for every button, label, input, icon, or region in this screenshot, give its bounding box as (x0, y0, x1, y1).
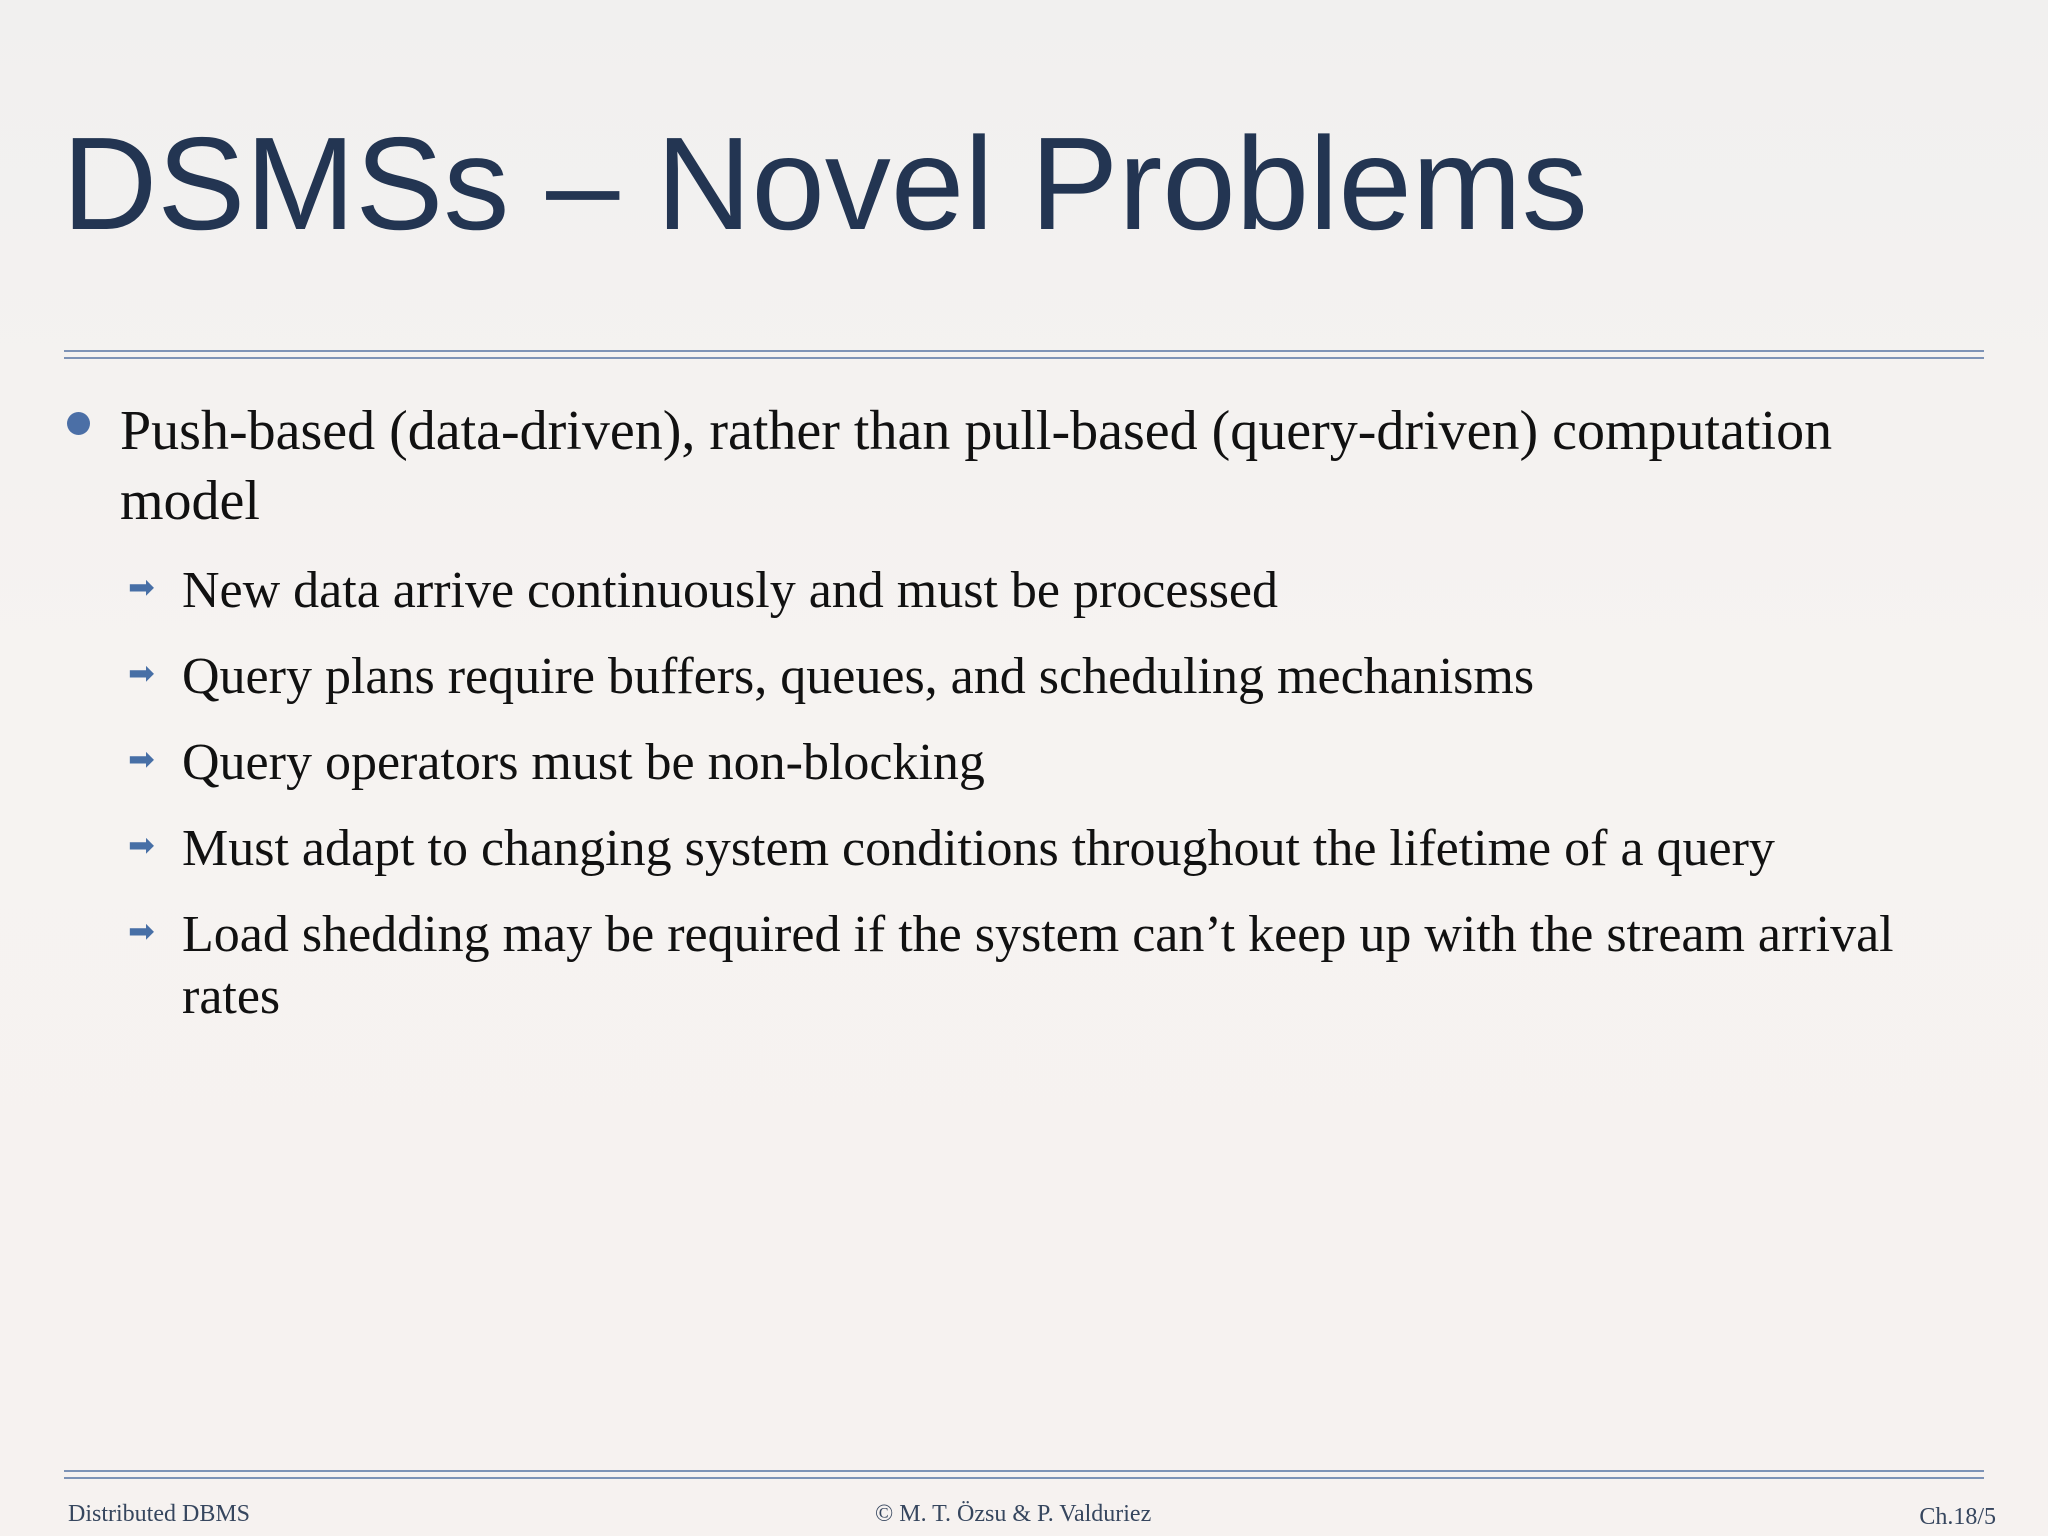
top-divider-line-upper (64, 350, 1984, 352)
sub-bullet-text: Query operators must be non-blocking (182, 734, 985, 791)
footer-slide-number: Ch.18/5 (1919, 1504, 1996, 1530)
arrow-right-icon: ➡ (128, 826, 155, 864)
bottom-divider-line-upper (64, 1470, 1984, 1472)
bullet-dot-icon (67, 412, 90, 435)
arrow-right-icon: ➡ (128, 568, 155, 606)
main-bullet-text: Push-based (data-driven), rather than pull-based (query-driven) computation model (120, 400, 1833, 532)
arrow-right-icon: ➡ (128, 912, 155, 950)
sub-bullet-text: Query plans require buffers, queues, and scheduling mechanisms (182, 648, 1535, 705)
sub-bullet-text: Load shedding may be required if the system can’t keep up with the stream arrival rates (182, 906, 1894, 1025)
sub-bullet-text: New data arrive continuously and must be processed (182, 562, 1279, 619)
footer-course-title: Distributed DBMS (68, 1501, 251, 1527)
arrow-right-icon: ➡ (128, 740, 155, 778)
bottom-divider-line-lower (64, 1477, 1984, 1479)
arrow-right-icon: ➡ (128, 654, 155, 692)
slide-title: DSMSs – Novel Problems (62, 110, 1588, 257)
footer-copyright: © M. T. Özsu & P. Valduriez (875, 1501, 1152, 1527)
sub-bullet-text: Must adapt to changing system conditions throughout the lifetime of a query (182, 820, 1775, 877)
top-divider-line-lower (64, 357, 1984, 359)
